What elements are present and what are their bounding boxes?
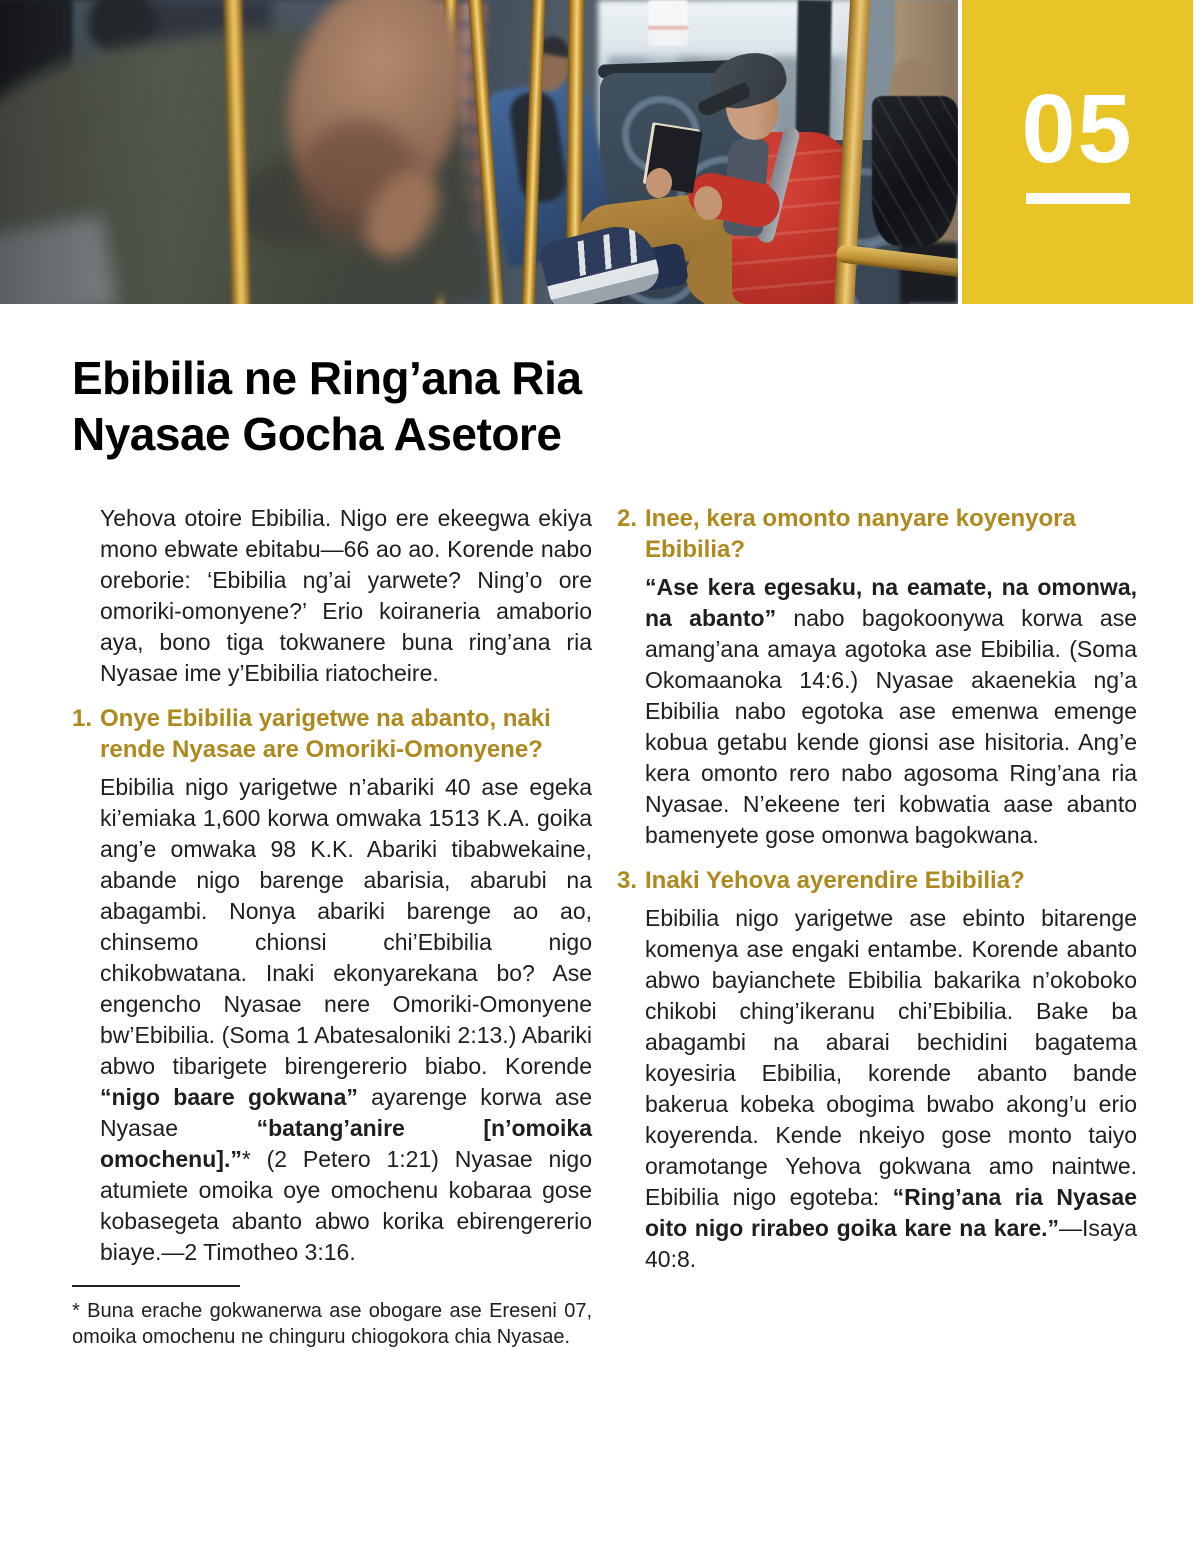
- question-1-text: Onye Ebibilia yarigetwe na abanto, naki rende Nyasae are Omoriki-Omonyene?: [100, 705, 551, 763]
- photo-vignette: [0, 0, 958, 304]
- footnote: [72, 1285, 592, 1350]
- page-header: [0, 0, 1200, 304]
- footnote-divider: [72, 1285, 240, 1287]
- question-3-answer: Ebibilia nigo yarigetwe ase ebinto bitarenge komenya ase engaki entambe. Korende abanto abwo bayianchete Ebibilia bakarika n’okoboko chikobi ching’ikeranu chi’Ebibilia. Bake ba abagambi na abarai bechidini bagatema koyesiria Ebibilia, korende abanto bande bakerua kobeka obogima bwabo akong’u erio koyerenda. Kende nkeiyo gose monto taiyo oramotange Yehova gokwana amo naintwe. Ebibilia nigo egoteba: “Ring’ana ria Nyasae oito nigo rirabeo goika kare na kare.”—Isaya 40:8.: [645, 905, 1137, 1272]
- right-column: [617, 503, 1137, 1275]
- intro-paragraph: Yehova otoire Ebibilia. Nigo ere ekeegwa ekiya mono ebwate ebitabu—66 ao ao. Korende nabo oreborie: ‘Ebibilia ng’ai yarwete? Ning’o ore omoriki-omonyene?’ Erio koiraneria amaborio aya, bono tiga tokwanere buna ring’ana ria Nyasae ime y’Ebibilia riatocheire.: [100, 505, 592, 686]
- lesson-number-badge: [962, 0, 1193, 304]
- left-column: [72, 503, 592, 1350]
- question-2-heading: [617, 503, 1137, 565]
- question-2-number: 2.: [617, 505, 638, 532]
- question-1-heading: [72, 703, 592, 765]
- question-1-answer: Ebibilia nigo yarigetwe n’abariki 40 ase egeka ki’emiaka 1,600 korwa omwaka 1513 K.A. goika ang’e omwaka 98 K.K. Abariki tibabwekaine, abande nigo barenge abarisia, abarubi na abagambi. Nonya abariki barenge ao ao, chinsemo chionsi chi’Ebibilia nigo chikobwatana. Inaki ekonyarekana bo? Ase engencho Nyasae nere Omoriki-Omonyene bw’Ebibilia. (Soma 1 Abatesaloniki 2:13.) Abariki abwo tibarigete birengererio biabo. Korende “nigo baare gokwana” ayarenge korwa ase Nyasae “batang’anire [n’omoika omochenu].”* (2 Petero 1:21) Nyasae nigo atumiete omoika oye omochenu kobaraa gose kobasegeta abanto abwo korika ebirengererio biaye.—2 Timotheo 3:16.: [100, 774, 593, 1265]
- page-title: Ebibilia ne Ring’ana Ria Nyasae Gocha Asetore: [72, 352, 582, 460]
- question-3-heading: [617, 865, 1137, 896]
- lesson-number: 05: [1021, 74, 1134, 183]
- footnote-body: Buna erache gokwanerwa ase obogare ase Ereseni 07, omoika omochenu ne chinguru chiogokora chia Nyasae.: [72, 1300, 592, 1348]
- footnote-text: [72, 1298, 592, 1350]
- question-3-text: Inaki Yehova ayerendire Ebibilia?: [645, 867, 1025, 894]
- question-2-answer: “Ase kera egesaku, na eamate, na omonwa, na abanto” nabo bagokoonywa korwa ase amang’ana amaya agotoka ase Ebibilia. (Soma Okomaanoka 14:6.) Nyasae akaenekia ng’a Ebibilia nabo egotoka ase emenwa emenge kobua getabu kende gionsi ase hisitoria. Ang’e kera omonto rero nabo agosoma Ring’ana ria Nyasae. N’ekeene teri kobwatia aase abanto bamenyete gose omonwa bagokwana.: [645, 574, 1137, 848]
- footnote-asterisk: *: [72, 1300, 80, 1322]
- question-3-number: 3.: [617, 867, 638, 894]
- question-1-number: 1.: [72, 705, 93, 732]
- header-photo-bus-scene: [0, 0, 958, 304]
- lesson-number-underline: [1026, 193, 1130, 204]
- question-2-text: Inee, kera omonto nanyare koyenyora Ebibilia?: [645, 505, 1076, 563]
